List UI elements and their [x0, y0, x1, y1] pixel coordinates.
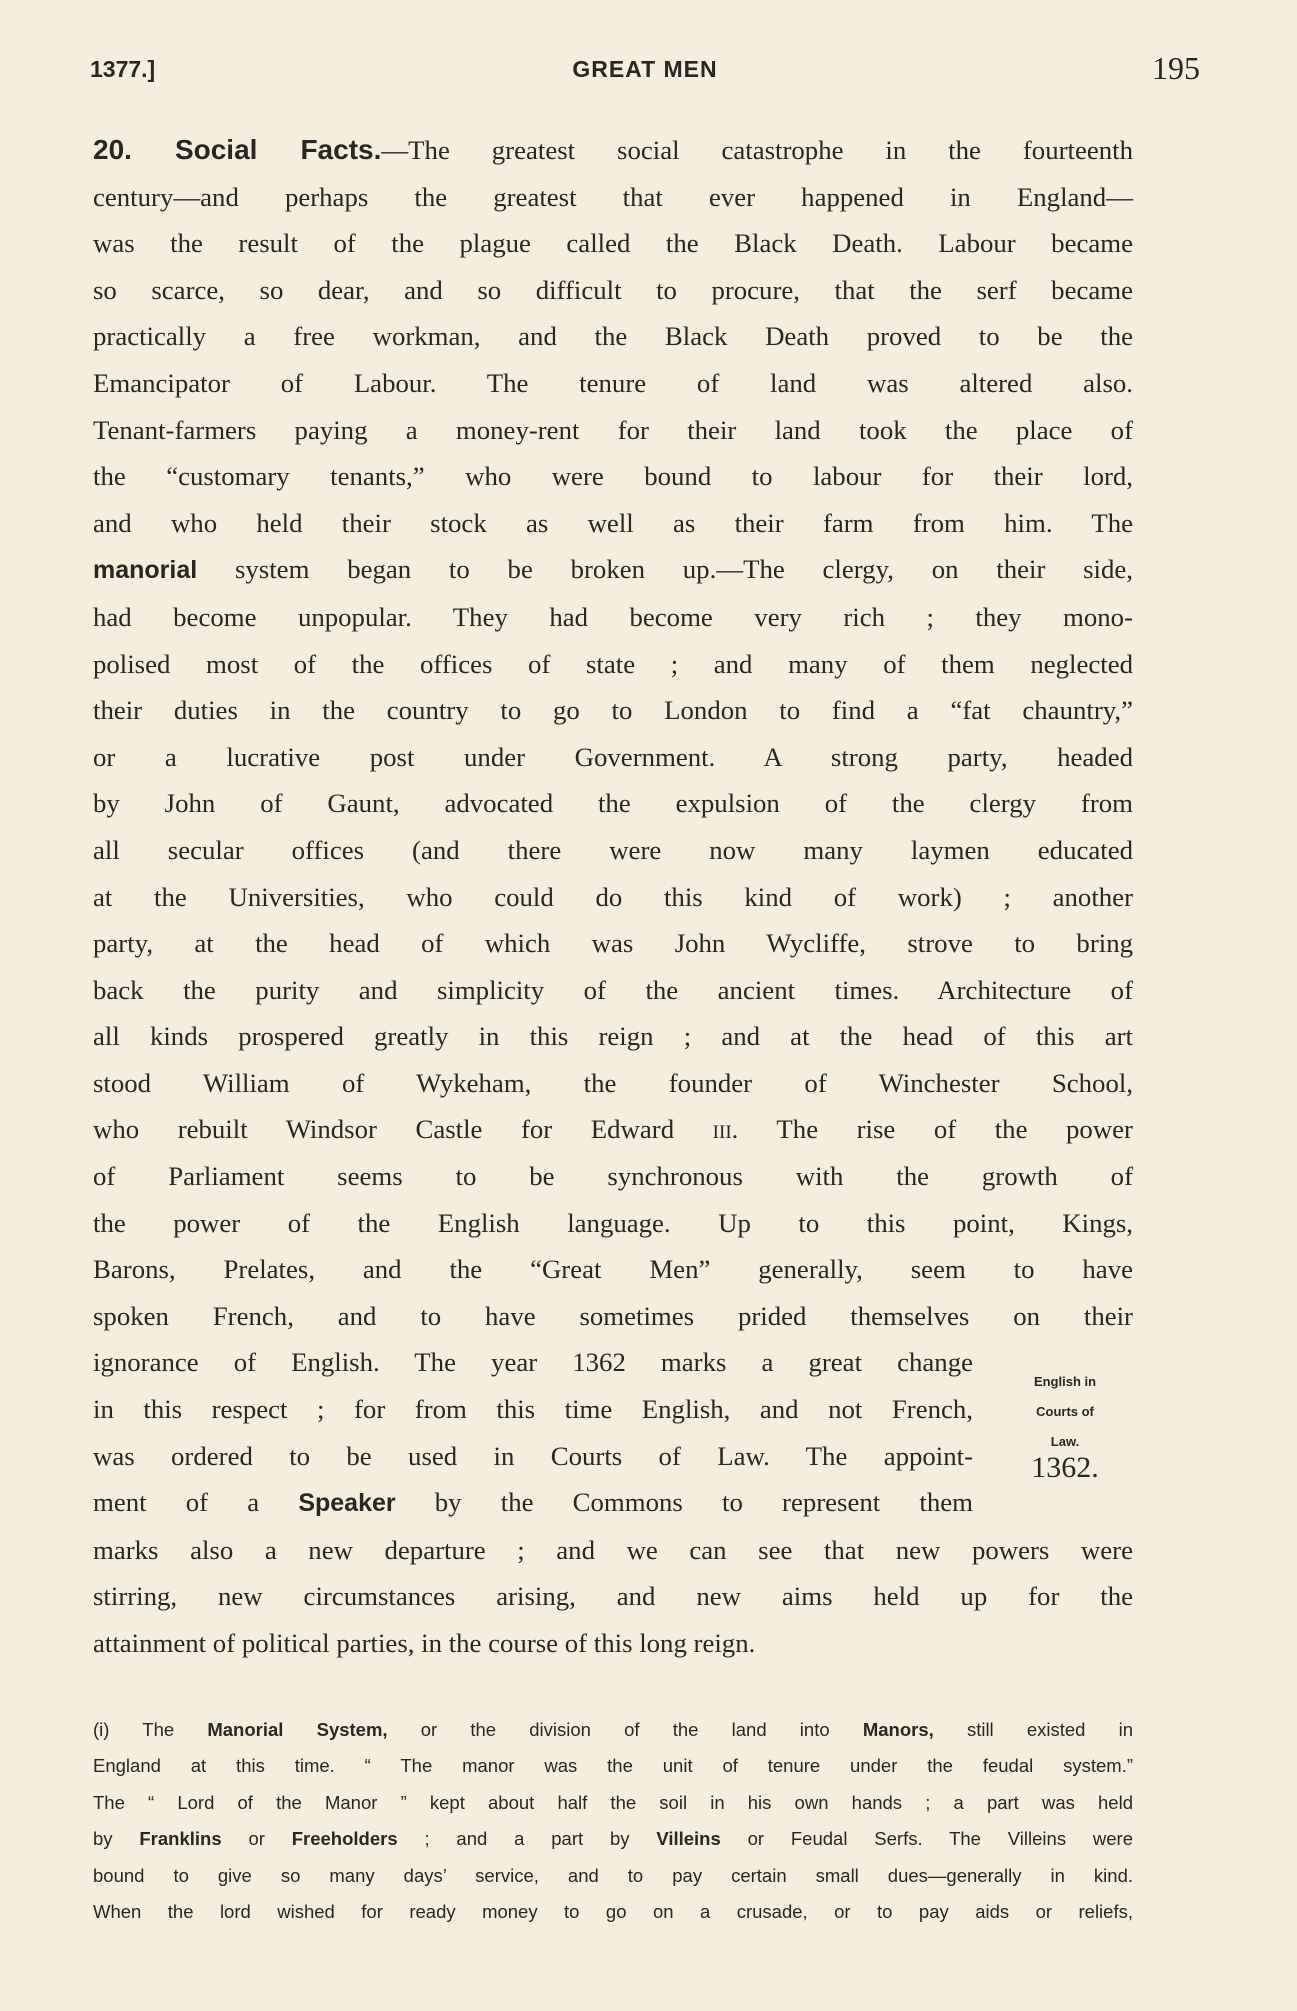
- body-line-3: was the result of the plague called the Black Death. Labour became: [93, 228, 1133, 259]
- body-line-32: stirring, new circumstances arising, and new aims held up for the: [93, 1581, 1133, 1612]
- body-line-9: and who held their stock as well as their farm from him. The: [93, 507, 1133, 538]
- speaker-term: Speaker: [298, 1489, 396, 1518]
- body-line-12: polised most of the offices of state ; and many of them neglected: [93, 648, 1133, 679]
- page-header: [90, 50, 1200, 94]
- body-line-17: at the Universities, who could do this kind of work) ; another: [93, 881, 1133, 912]
- body-line-24: the power of the English language. Up to this point, Kings,: [93, 1207, 1133, 1238]
- page-number: 195: [1152, 50, 1200, 86]
- body-line-4: so scarce, so dear, and so difficult to procure, that the serf became: [93, 274, 1133, 305]
- margin-note-line-2: Courts of: [1036, 1404, 1094, 1419]
- body-line-11: had become unpopular. They had become very rich ; they mono-: [93, 601, 1133, 632]
- section-body: [93, 127, 1133, 1667]
- running-title: GREAT MEN: [572, 56, 718, 82]
- body-line-7: Tenant-farmers paying a money-rent for their land took the place of: [93, 414, 1133, 445]
- body-line-22: who rebuilt Windsor Castle for Edward iii. The rise of the power: [93, 1114, 1133, 1145]
- body-line-6: Emancipator of Labour. The tenure of land was altered also.: [93, 367, 1133, 398]
- manorial-term: manorial: [93, 556, 198, 585]
- margin-note-line-1: English in: [1033, 1374, 1097, 1389]
- footnote-line-5: bound to give so many days’ service, and to pay certain small dues—generally in kind.: [93, 1864, 1133, 1886]
- body-line-15: by John of Gaunt, advocated the expulsion of the clergy from: [93, 788, 1133, 819]
- body-line-20: all kinds prospered greatly in this reign ; and at the head of this art: [93, 1021, 1133, 1052]
- body-line-30: ment of a Speaker by the Commons to represent them: [93, 1487, 973, 1518]
- footnote: [93, 1712, 1133, 1930]
- body-line-18: party, at the head of which was John Wycliffe, strove to bring: [93, 928, 1133, 959]
- margin-note-year: 1362.: [1031, 1451, 1099, 1484]
- body-line-13: their duties in the country to go to London to find a “fat chauntry,”: [93, 695, 1133, 726]
- body-line-1: 20. Social Facts.—The greatest social catastrophe in the fourteenth: [93, 134, 1133, 165]
- body-line-28: in this respect ; for from this time English, and not French,: [93, 1394, 973, 1425]
- body-line-16: all secular offices (and there were now many laymen educated: [93, 834, 1133, 865]
- body-line-23: of Parliament seems to be synchronous with the growth of: [93, 1161, 1133, 1192]
- margin-note: [1000, 1367, 1130, 1485]
- body-line-29: was ordered to be used in Courts of Law. The appoint-: [93, 1440, 973, 1471]
- footnote-line-1: (i) The Manorial System, or the division of the land into Manors, still existed in: [93, 1719, 1134, 1740]
- section-heading: 20. Social Facts.: [93, 134, 382, 165]
- footnote-line-6: When the lord wished for ready money to go on a crusade, or to pay aids or reliefs,: [93, 1901, 1133, 1923]
- body-line-33: attainment of political parties, in the course of this long reign.: [93, 1628, 756, 1658]
- body-line-10: manorial system began to be broken up.—The clergy, on their side,: [93, 554, 1133, 585]
- footnote-line-3: The “ Lord of the Manor ” kept about half the soil in his own hands ; a part was held: [93, 1791, 1133, 1813]
- body-line-26: spoken French, and to have sometimes prided themselves on their: [93, 1300, 1133, 1331]
- footnote-line-4: by Franklins or Freeholders ; and a part by Villeins or Feudal Serfs. The Villeins were: [93, 1828, 1133, 1850]
- body-line-31: marks also a new departure ; and we can see that new powers were: [93, 1534, 1133, 1565]
- edward-regnal-numeral: iii.: [712, 1114, 739, 1145]
- header-year-reference: 1377.]: [90, 56, 156, 82]
- body-line-27: ignorance of English. The year 1362 marks a great change: [93, 1347, 973, 1378]
- body-line-5: practically a free workman, and the Black Death proved to be the: [93, 321, 1133, 352]
- body-line-14: or a lucrative post under Government. A strong party, headed: [93, 741, 1133, 772]
- footnote-line-2: England at this time. “ The manor was the unit of tenure under the feudal system.”: [93, 1755, 1133, 1777]
- body-line-2: century—and perhaps the greatest that ever happened in England—: [93, 181, 1133, 212]
- body-line-8: the “customary tenants,” who were bound to labour for their lord,: [93, 461, 1133, 492]
- margin-note-line-3: Law.: [1050, 1434, 1080, 1449]
- body-line-21: stood William of Wykeham, the founder of Winchester School,: [93, 1067, 1133, 1098]
- body-line-25: Barons, Prelates, and the “Great Men” generally, seem to have: [93, 1254, 1133, 1285]
- body-line-19: back the purity and simplicity of the ancient times. Architecture of: [93, 974, 1133, 1005]
